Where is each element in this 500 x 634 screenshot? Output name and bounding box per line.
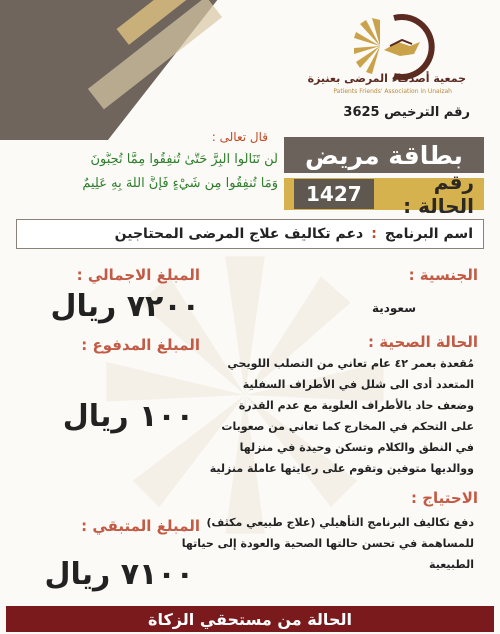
paid-amount-value: ١٠٠ ريال xyxy=(62,399,194,434)
program-value: دعم تكاليف علاج المرضى المحتاجين xyxy=(114,226,364,242)
need-line: الطبيعية xyxy=(429,558,474,571)
verse-line-2: وَمَا تُنفِقُوا مِن شَيْءٍ فَإِنَّ اللَّهَ بِهِ عَلِيمٌ xyxy=(82,176,278,191)
health-line: في النطق والكلام وتسكن وحيدة في منزلها xyxy=(239,441,474,454)
nationality-value: سعودية xyxy=(371,301,416,315)
case-number-label: رقم الحالة : xyxy=(403,170,474,218)
health-line: وضعف حاد بالأطراف العلوية مع عدم القدرة xyxy=(238,399,474,412)
program-separator: : xyxy=(371,226,377,242)
health-line: مُقعدة بعمر ٤٢ عام تعاني من التصلب اللويحي xyxy=(227,357,474,370)
zakat-eligibility-banner: الحالة من مستحقي الزكاة xyxy=(6,606,494,632)
program-row xyxy=(16,219,484,249)
case-number-value: 1427 xyxy=(294,179,374,209)
health-line: المتعدد أدى الى شلل في الأطراف السفلية xyxy=(242,378,474,391)
health-line: ووالديها متوفين وتقوم على رعايتها عاملة منزلية xyxy=(209,462,474,475)
verse-line-1: لَن تَنَالُوا الْبِرَّ حَتَّىٰ تُنفِقُوا مِمَّا تُحِبُّونَ xyxy=(90,152,278,167)
remaining-amount-label: المبلغ المتبقي : xyxy=(81,517,200,535)
remaining-amount-value: ٧١٠٠ ريال xyxy=(44,557,194,592)
verse-intro: قال تعالى : xyxy=(211,130,268,144)
license-number: رقم الترخيص 3625 xyxy=(343,105,470,120)
need-line: للمساهمة في تحسن حالتها الصحية والعودة إلى حياتها xyxy=(181,537,474,550)
need-line: دفع تكاليف البرنامج التأهيلي (علاج طبيعي مكثف) xyxy=(206,516,474,529)
total-amount-value: ٧٢٠٠ ريال xyxy=(50,289,200,324)
paid-amount-label: المبلغ المدفوع : xyxy=(81,336,200,354)
association-name-en: Patients Friends' Association in Unaizah xyxy=(333,88,452,95)
case-number-box xyxy=(284,170,484,218)
nationality-label: الجنسية : xyxy=(408,266,478,284)
health-label: الحالة الصحية : xyxy=(368,333,478,351)
health-line: على التحكم في المخارج كما تعاني من صعوبات xyxy=(221,420,474,433)
program-label: اسم البرنامج xyxy=(384,226,473,242)
total-amount-label: المبلغ الاجمالي : xyxy=(76,266,200,284)
association-name-ar: جمعية أصدقاء المرضى بعنيزة xyxy=(307,72,466,85)
need-label: الاحتياج : xyxy=(410,489,478,507)
card-title: بطاقة مريض xyxy=(284,137,484,173)
